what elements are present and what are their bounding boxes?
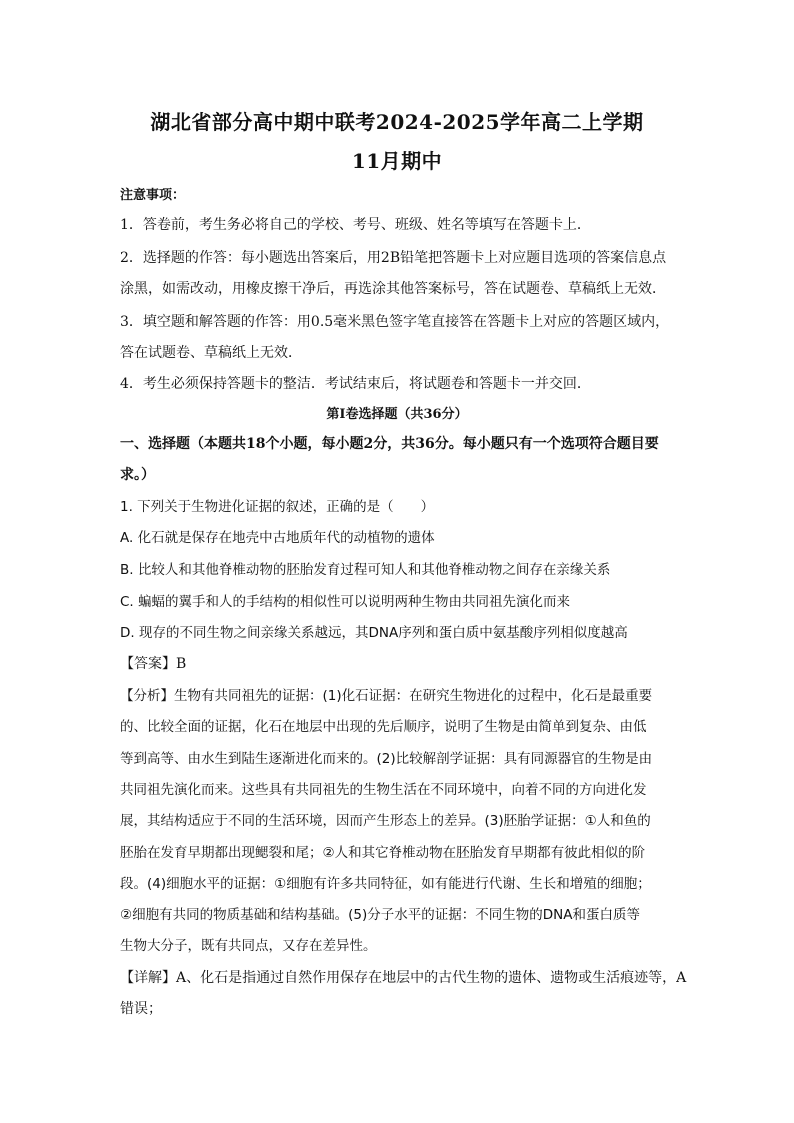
page-title: 湖北省部分高中期中联考2024-2025学年高二上学期 <box>150 110 644 134</box>
part-heading: 一、选择题（本题共18个小题，每小题2分，共36分。每小题只有一个选项符合题目要 <box>120 436 659 452</box>
analysis-line: ②细胞有共同的物质基础和结构基础。(5)分子水平的证据：不同生物的DNA和蛋白质等 <box>120 907 640 923</box>
option-d: D. 现存的不同生物之间亲缘关系越远，其DNA序列和蛋白质中氨基酸序列相似度越高 <box>120 625 628 641</box>
analysis-line: 生物大分子，既有共同点，又存在差异性。 <box>120 938 377 954</box>
detail-line: 错误； <box>120 1001 162 1017</box>
analysis-line: 胚胎在发育早期都出现鳃裂和尾；②人和其它脊椎动物在胚胎发育早期都有彼此相似的阶 <box>120 845 646 861</box>
option-b: B. 比较人和其他脊椎动物的胚胎发育过程可知人和其他脊椎动物之间存在亲缘关系 <box>120 562 611 578</box>
notice-item: 3．填空题和解答题的作答：用0.5毫米黑色签字笔直接答在答题卡上对应的答题区域内， <box>120 314 670 330</box>
notice-item: 1．答卷前，考生务必将自己的学校、考号、班级、姓名等填写在答题卡上． <box>120 217 591 233</box>
notice-item: 涂黑，如需改动，用橡皮擦干净后，再选涂其他答案标号，答在试题卷、草稿纸上无效． <box>120 281 666 297</box>
part-heading-cont: 求。） <box>120 467 155 483</box>
notice-item: 2．选择题的作答：每小题选出答案后，用2B铅笔把答题卡上对应题目选项的答案信息点 <box>120 250 667 266</box>
detail-line: 【详解】A、化石是指通过自然作用保存在地层中的古代生物的遗体、遗物或生活痕迹等，A <box>120 970 687 986</box>
analysis-line: 展，其结构适应于不同的生活环境，因而产生形态上的差异。(3)胚胎学证据：①人和鱼的 <box>120 813 651 829</box>
analysis-line: 共同祖先演化而来。这些具有共同祖先的生物生活在不同环境中，向着不同的方向进化发 <box>120 782 647 798</box>
page-subtitle: 11月期中 <box>351 149 443 173</box>
option-a: A. 化石就是保存在地壳中古地质年代的动植物的遗体 <box>120 530 435 546</box>
analysis-line: 【分析】生物有共同祖先的证据：(1)化石证据：在研究生物进化的过程中，化石是最重要 <box>120 688 653 704</box>
answer-line: 【答案】B <box>120 656 187 672</box>
analysis-line: 的、比较全面的证据，化石在地层中出现的先后顺序，说明了生物是由简单到复杂、由低 <box>120 719 647 735</box>
notice-item: 答在试题卷、草稿纸上无效． <box>120 345 302 361</box>
section-title: 第Ⅰ卷选择题（共36分） <box>326 407 468 422</box>
option-c: C. 蝙蝠的翼手和人的手结构的相似性可以说明两种生物由共同祖先演化而来 <box>120 594 571 610</box>
analysis-line: 等到高等、由水生到陆生逐渐进化而来的。(2)比较解剖学证据：具有同源器官的生物是由 <box>120 751 653 767</box>
notice-item: 4．考生必须保持答题卡的整洁．考试结束后，将试题卷和答题卡一并交回． <box>120 376 591 392</box>
analysis-line: 段。(4)细胞水平的证据：①细胞有许多共同特征，如有能进行代谢、生长和增殖的细胞； <box>120 876 651 892</box>
question-stem: 1. 下列关于生物进化证据的叙述，正确的是（ ） <box>120 499 435 515</box>
notice-heading: 注意事项： <box>120 188 186 203</box>
